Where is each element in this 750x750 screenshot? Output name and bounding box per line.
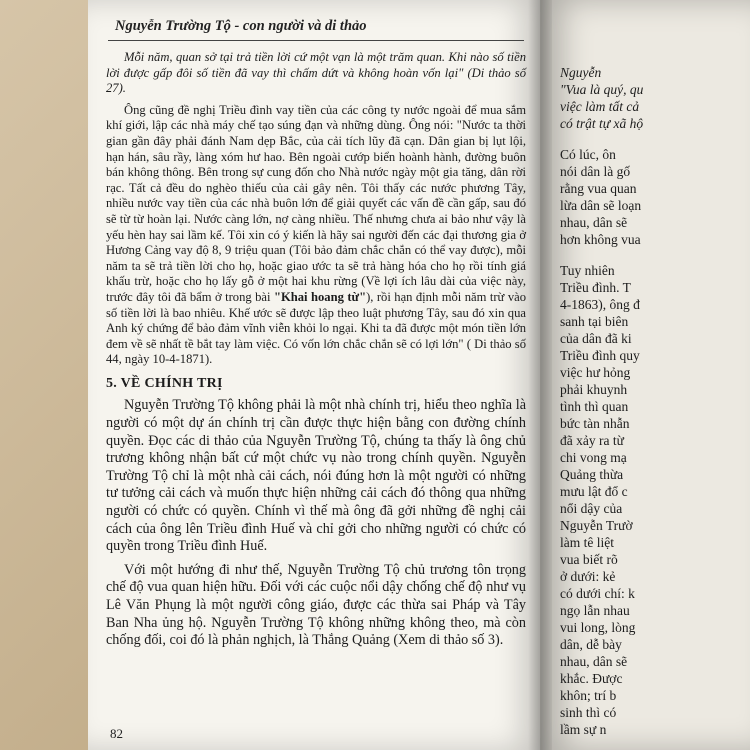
right-page-line: nhau, dân sẽ bbox=[560, 215, 628, 230]
right-page-line: 4-1863), ông đ bbox=[560, 297, 640, 312]
right-page-line: vui long, lòng bbox=[560, 620, 636, 635]
book-gutter bbox=[528, 0, 552, 750]
paragraph-politics: Nguyễn Trường Tộ không phải là một nhà chính trị, hiểu theo nghĩa là người có một dự án chính trị cần được thực hiện bằng con đường chính quyền. Đọc các di thảo của Nguyễn Trường Tộ, chúng ta thấy là ông chủ trương không nhận bất cứ một chức vụ nào trong chính quyền. Nguyễn Trường Tộ chỉ là một nhà cải cách, nói đúng hơn là một người có những tư tưởng cải cách và muốn thực hiện những cải cách đó thông qua những người có chức có quyền. Chính vì thế mà ông đã gởi những đề nghị cải cách của ông lên Triều đình Huế và chỉ gởi cho những người có chức có quyền trong Triều đình Huế. bbox=[106, 397, 526, 555]
paragraph-loan-text: Ông cũng đề nghị Triều đình vay tiền của các công ty nước ngoài để mua sắm khí giới, lập các nhà máy chế tạo súng đạn và những dùng. Ông nói: "Nước ta thời gian gần đây phải đánh Nam dẹp Bắc, của cải tích lũy đã cạn. Dân gian bị lụt lội, hạn hán, sâu rầy, làng xóm hư hao. Bên ngoài cướp biển hoành hành, đường buôn bán không thông. Bên trong sự cung đốn cho Nhà nước ngày một gia tăng, dân rời rạc. Tất cả đều do nghèo thiếu của cải gây nên. Tôi thấy các nước phương Tây, nhiều nước vay tiền của các nhà buôn lớn để giải quyết các vấn đề cần gấp, sau đó sẽ từ từ hoàn lại. Nước càng lớn, nợ càng nhiều. Thế nhưng chưa ai bảo như vậy là yếu hèn hay sai lầm kế. Tôi xin có ý kiến là hãy sai người đến các đại thương gia ở Hương Cảng vay độ 8, 9 triệu quan (Tôi bảo đảm chắc chắn có thể vay được), mỗi năm ta sẽ trả tiền lời cho họ, hoặc giao ước ta sẽ trả hàng hóa cho họ rồi tính giá khấu trừ, hoặc cho họ lấy gỗ ở một hai khu rừng (Về lợi ích lâu dài của việc này, trước đây tôi đã bẩm ở trong bài bbox=[106, 102, 526, 304]
right-page-line: Quảng thừa bbox=[560, 467, 624, 482]
right-page-line: hơn không vua bbox=[560, 232, 641, 247]
right-page-line: Nguyễn bbox=[560, 65, 602, 80]
header-rule bbox=[108, 40, 524, 41]
right-page-line: làm tê liệt bbox=[560, 535, 614, 550]
right-page-line: sanh tại biên bbox=[560, 314, 629, 329]
paragraph-loan-end: ), rồi hạn định mỗi năm trừ vào số tiền lời là bao nhiêu. Khế ước sẽ được lập theo luật phương Tây, sau đó xin qua Anh ký chứng để bảo đảm vĩnh viễn khỏi lo ngại. Khi ta đã được một món tiền lớn đem về sẽ nhất tề bắt tay làm việc. Có vốn lớn chắc chắn sẽ có lợi lớn" ( Di thảo số 44, ngày 10-4-1871). bbox=[106, 289, 527, 367]
paragraph-direction: Với một hướng đi như thế, Nguyễn Trường Tộ chủ trương tôn trọng chế độ vua quan hiện hữu. Đối với các cuộc nổi dậy chống chế độ như vụ Lê Văn Phụng là một người công giáo, được các thừa sai Pháp và Tây Ban Nha ủng hộ. Nguyễn Trường Tộ không những không theo, mà còn chống đối, coi đó là phản nghịch, là Thắng Quảng (Xem di thảo số 3). bbox=[106, 561, 526, 649]
right-page-line: Tuy nhiên bbox=[560, 263, 615, 278]
right-page-line: lầm sự n bbox=[560, 722, 607, 737]
right-page-line: việc làm tất cả bbox=[560, 99, 640, 114]
paragraph-intro: Mỗi năm, quan sở tại trả tiền lời cứ một vạn là một trăm quan. Khi nào số tiền lời được gấp đôi số tiền đã vay thì chấm dứt và không hoàn vốn lại" (Di thảo số 27). bbox=[106, 50, 526, 96]
right-page-line: nhau, dân sẽ bbox=[560, 654, 628, 669]
right-page-line: khôn; trí b bbox=[560, 688, 617, 703]
right-page-line: Triều đình quy bbox=[560, 348, 640, 363]
right-page-line: Triều đình. T bbox=[560, 280, 631, 295]
left-page-body bbox=[106, 50, 526, 656]
right-page-line: việc hư hỏng bbox=[560, 365, 631, 380]
right-page-line: bức tàn nhẫn bbox=[560, 416, 630, 431]
right-page-line: Có lúc, ôn bbox=[560, 147, 616, 162]
section-title: 5. VỀ CHÍNH TRỊ bbox=[106, 375, 223, 391]
paragraph-loan-bold: "Khai hoang từ" bbox=[273, 289, 367, 304]
right-page-line: phải khuynh bbox=[560, 382, 628, 397]
right-page-line: ngọ lẫn nhau bbox=[560, 603, 630, 618]
right-page-line: rằng vua quan bbox=[560, 181, 637, 196]
right-page-line: lừa dân sẽ loạn bbox=[560, 198, 642, 213]
paragraph-loan bbox=[106, 103, 526, 368]
right-page-line: dân, dễ bày bbox=[560, 637, 622, 652]
right-page-line: có dưới chí: k bbox=[560, 586, 635, 601]
running-header: Nguyễn Trường Tộ - con người và di thảo bbox=[115, 18, 367, 34]
right-page-line bbox=[560, 248, 750, 262]
right-page-line: của dân đã ki bbox=[560, 331, 632, 346]
right-page-line: đã xảy ra từ bbox=[560, 433, 624, 448]
right-page-line: chi vong mạ bbox=[560, 450, 627, 465]
right-page-line: khắc. Được bbox=[560, 671, 623, 686]
right-page-line: nổi dậy của bbox=[560, 501, 623, 516]
right-page-line: mưu lật đổ c bbox=[560, 484, 628, 499]
right-page-body bbox=[560, 64, 750, 738]
right-page-line: nói dân là gố bbox=[560, 164, 631, 179]
right-page-line: vua biết rõ bbox=[560, 552, 618, 567]
page-number: 82 bbox=[110, 726, 123, 741]
right-page-line: ở dưới: kẻ bbox=[560, 569, 616, 584]
right-page-line: "Vua là quý, qu bbox=[560, 82, 644, 97]
right-page-line: Nguyễn Trườ bbox=[560, 518, 633, 533]
right-page-line: tình thì quan bbox=[560, 399, 629, 414]
right-page-line bbox=[560, 132, 750, 146]
right-page-line: có trật tự xã hộ bbox=[560, 116, 644, 131]
right-page-line: sinh thì có bbox=[560, 705, 617, 720]
